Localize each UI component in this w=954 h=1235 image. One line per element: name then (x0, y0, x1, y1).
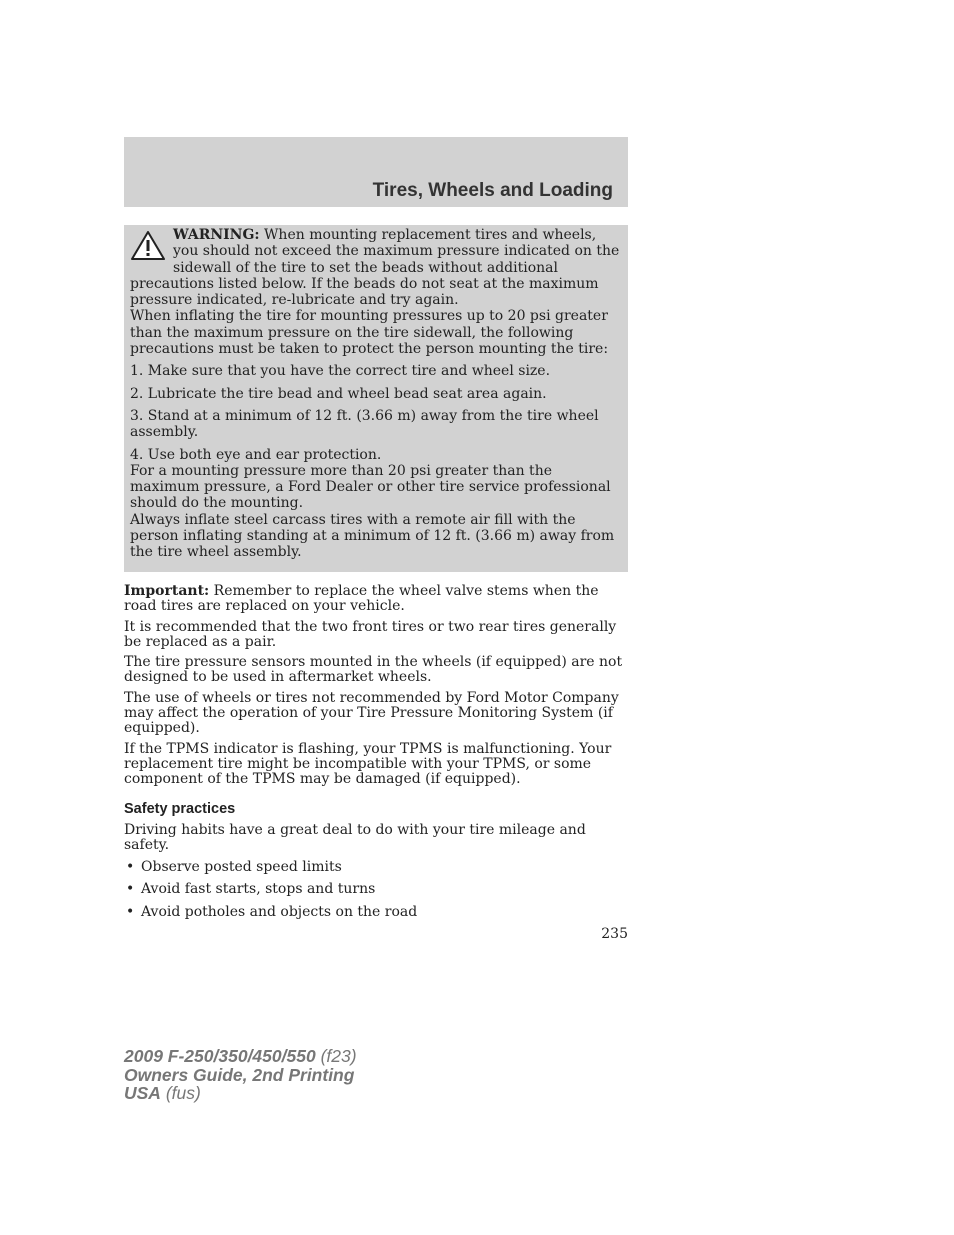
bullet-list (124, 860, 628, 920)
footer-line-1 (124, 1047, 357, 1066)
section-intro: Driving habits have a great deal to do with your tire mileage and safety. (124, 821, 586, 853)
warning-step-2: 2. Lubricate the tire bead and wheel bead seat area again. (130, 385, 547, 402)
important-paragraph (124, 584, 628, 615)
page-number: 235 (601, 926, 628, 942)
body-paragraph: The use of wheels or tires not recommended by Ford Motor Company may affect the operation of your Tire Pressure Monitoring System (if equipped). (124, 689, 619, 737)
warning-intro-text: When mounting replacement tires and wheels, you should not exceed the maximum pressure indicated on the sidewall of the tire to set the beads without additional precautions listed below. If the beads do not seat at the maximum pressure indicated, re-lubricate and try again. (130, 227, 620, 309)
list-item: • Observe posted speed limits (124, 860, 628, 875)
footer-edition: Owners Guide, 2nd Printing (124, 1064, 355, 1085)
warning-steel-text: Always inflate steel carcass tires with a remote air fill with the person inflating standing at a minimum of 12 ft. (3.66 m) away from the tire wheel assembly. (130, 511, 615, 561)
footer-line-3 (124, 1084, 357, 1103)
warning-step-1: 1. Make sure that you have the correct tire and wheel size. (130, 363, 551, 380)
footer-market-code: (fus) (165, 1083, 201, 1103)
warning-box (124, 225, 628, 572)
section-title: Tires, Wheels and Loading (372, 180, 613, 201)
warning-step-3: 3. Stand at a minimum of 12 ft. (3.66 m) away from the tire wheel assembly. (130, 407, 599, 441)
footer-model: 2009 F-250/350/450/550 (124, 1046, 316, 1066)
list-item: • Avoid potholes and objects on the road (124, 905, 628, 920)
footer-model-code: (f23) (320, 1046, 357, 1066)
footer-line-2 (124, 1066, 357, 1085)
warning-step-4: 4. Use both eye and ear protection. (130, 446, 382, 463)
section-header-band (124, 137, 628, 207)
body-paragraph: If the TPMS indicator is flashing, your TPMS is malfunctioning. Your replacement tire might be incompatible with your TPMS, or some component of the TPMS may be damaged (if equipped). (124, 740, 612, 788)
document-footer (124, 1047, 357, 1103)
warning-inflating-text: When inflating the tire for mounting pressures up to 20 psi greater than the maximum pressure on the tire sidewall, the following precautions must be taken to protect the person mounting the tire: (130, 308, 609, 358)
important-text: Remember to replace the wheel valve stems when the road tires are replaced on your vehicle. (124, 583, 599, 615)
important-label: Important: (124, 583, 210, 599)
body-paragraph: It is recommended that the two front tires or two rear tires generally be replaced as a pair. (124, 618, 617, 650)
warning-label: WARNING: (173, 227, 260, 243)
warning-intro (130, 227, 620, 308)
footer-market: USA (124, 1083, 161, 1103)
main-content (124, 584, 628, 920)
section-heading: Safety practices (124, 800, 236, 817)
list-item: • Avoid fast starts, stops and turns (124, 882, 628, 897)
body-paragraph: The tire pressure sensors mounted in the wheels (if equipped) are not designed to be used in aftermarket wheels. (124, 654, 623, 686)
warning-triangle-icon (130, 229, 166, 261)
warning-dealer-text: For a mounting pressure more than 20 psi greater than the maximum pressure, a Ford Dealer or other tire service professional should do the mounting. (130, 462, 611, 512)
